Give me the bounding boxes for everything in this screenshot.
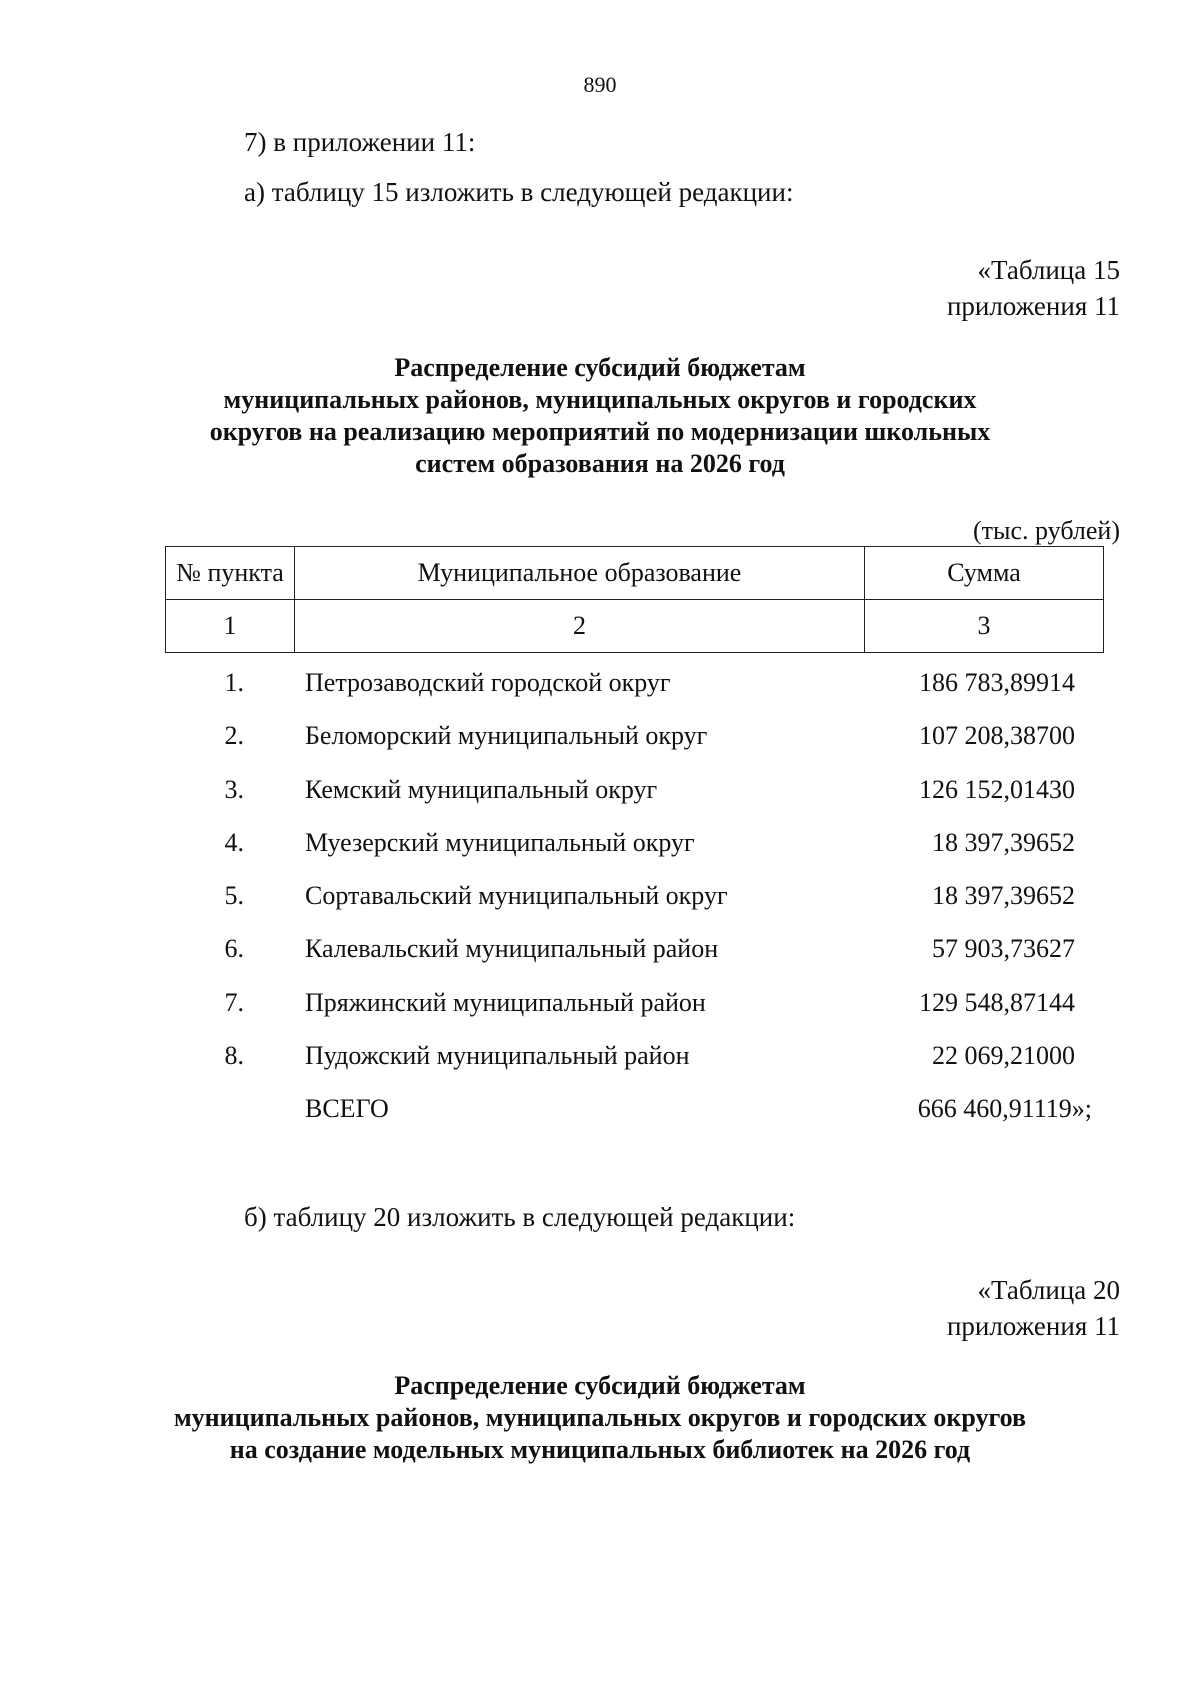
table15-ref-line2: приложения 11 (946, 291, 1120, 321)
row-number: 7. (224, 987, 244, 1017)
row-municipality: Калевальский муниципальный район (305, 934, 719, 964)
row-amount: 18 397,39652 (932, 827, 1075, 857)
table20-reference (947, 1272, 1120, 1344)
units-label: (тыс. рублей) (972, 516, 1120, 545)
row-municipality: Муезерский муниципальный округ (305, 827, 695, 857)
table15-title (0, 352, 1200, 480)
total-label: ВСЕГО (305, 1094, 389, 1124)
table15-body (0, 660, 1200, 1140)
row-municipality: Пудожский муниципальный район (305, 1041, 690, 1071)
intro-sub-a: а) таблицу 15 изложить в следующей редакции: (244, 177, 794, 207)
table20-title-line: на создание модельных муниципальных библиотек на 2026 год (229, 1435, 971, 1464)
row-number: 6. (224, 934, 244, 964)
table-row (0, 820, 1200, 873)
row-number: 8. (224, 1041, 244, 1071)
row-amount: 107 208,38700 (919, 721, 1075, 751)
table20-ref-line1: «Таблица 20 (977, 1275, 1120, 1305)
row-amount: 126 152,01430 (919, 774, 1075, 804)
header-number-row (166, 600, 1104, 653)
table-row (0, 767, 1200, 820)
header-row (166, 547, 1104, 600)
table15-title-line: округов на реализацию мероприятий по модернизации школьных (209, 417, 991, 446)
table15-header (165, 546, 1104, 653)
table15-title-line: систем образования на 2026 год (415, 449, 785, 478)
row-municipality: Сортавальский муниципальный округ (305, 881, 728, 911)
table-row (0, 980, 1200, 1033)
table-row (0, 926, 1200, 979)
table-row (0, 660, 1200, 713)
row-amount: 57 903,73627 (932, 934, 1075, 964)
header-cell-amount: Сумма (865, 547, 1104, 600)
row-amount: 22 069,21000 (932, 1041, 1075, 1071)
table-row (0, 1033, 1200, 1086)
row-amount: 186 783,89914 (919, 668, 1075, 697)
row-municipality: Кемский муниципальный округ (305, 774, 658, 804)
table15-title-line: Распределение субсидий бюджетам (394, 353, 806, 382)
row-number: 3. (224, 774, 244, 804)
table20-title (0, 1370, 1200, 1466)
table20-ref-line2: приложения 11 (946, 1311, 1120, 1341)
row-number: 5. (224, 881, 244, 911)
table15-ref-line1: «Таблица 15 (977, 255, 1120, 285)
table-row (0, 873, 1200, 926)
page-number: 890 (583, 72, 617, 97)
total-row (0, 1086, 1200, 1139)
row-number: 2. (224, 721, 244, 751)
row-amount: 18 397,39652 (932, 881, 1075, 911)
header-number-cell: 1 (166, 600, 295, 653)
row-amount: 129 548,87144 (919, 987, 1075, 1017)
header-cell-municipality: Муниципальное образование (295, 547, 865, 600)
table20-title-line: муниципальных районов, муниципальных округов и городских округов (173, 1403, 1027, 1432)
table20-title-line: Распределение субсидий бюджетам (394, 1371, 806, 1400)
header-cell-number: № пункта (166, 547, 295, 600)
table15-reference (947, 252, 1120, 324)
intro-item: 7) в приложении 11: (244, 127, 476, 157)
total-amount: 666 460,91119»; (917, 1094, 1092, 1124)
row-number: 1. (224, 668, 244, 697)
row-municipality: Петрозаводский городской округ (305, 668, 671, 697)
table15-title-line: муниципальных районов, муниципальных округов и городских (223, 385, 977, 414)
header-number-cell: 2 (295, 600, 865, 653)
header-number-cell: 3 (865, 600, 1104, 653)
table-row (0, 713, 1200, 766)
row-number: 4. (224, 827, 244, 857)
sub-b: б) таблицу 20 изложить в следующей редакции: (244, 1202, 796, 1232)
row-municipality: Беломорский муниципальный округ (305, 721, 708, 751)
row-municipality: Пряжинский муниципальный район (305, 987, 706, 1017)
